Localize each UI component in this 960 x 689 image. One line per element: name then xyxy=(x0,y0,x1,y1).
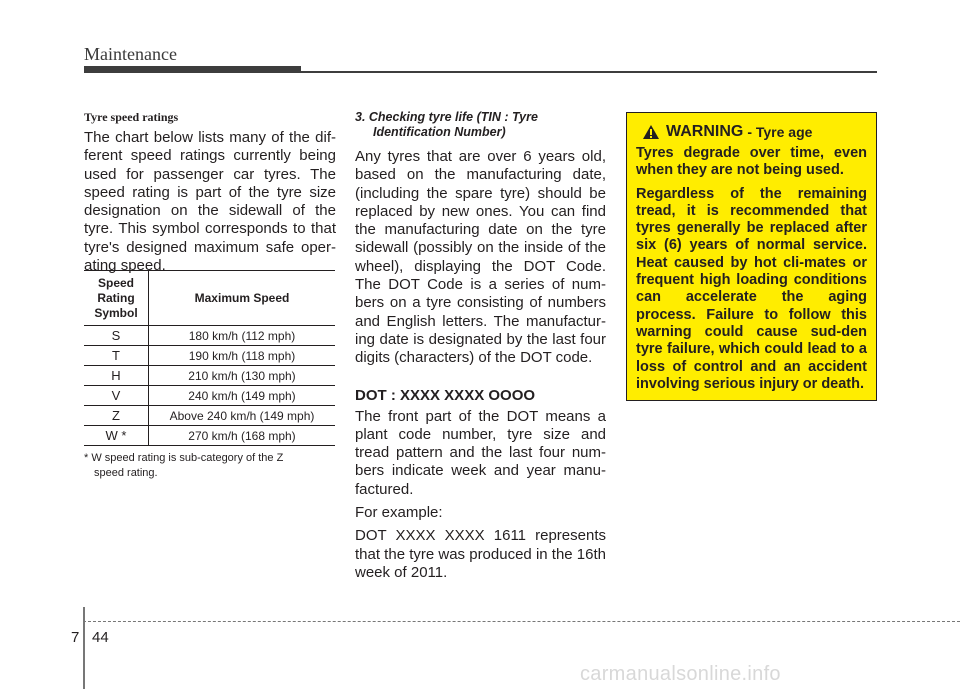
row-speed: 270 km/h (168 mph) xyxy=(149,426,336,446)
row-symbol: Z xyxy=(84,406,149,426)
row-speed: 240 km/h (149 mph) xyxy=(149,386,336,406)
warning-title xyxy=(642,123,867,141)
tin-paragraph-1: Any tyres that are over 6 years old, based on the manufacturing date, (including the spare tyre) should be replaced by new ones. You can find the manufacturing date on the tyre sidewall (possibly on the inside of the wheel), displaying the DOT Code. The DOT Code is a series of num-bers on a tyre consisting of numbers and English letters. The manufactur-ing date is designated by the last four digits (characters) of the DOT code. xyxy=(355,148,606,367)
dot-code-example: DOT : XXXX XXXX OOOO xyxy=(355,386,536,404)
warning-text-1: Tyres degrade over time, even when they are not being used. xyxy=(636,145,867,179)
watermark: carmanualsonline.info xyxy=(580,663,781,685)
footnote-line1: * W speed rating is sub-category of the Z xyxy=(84,452,284,464)
row-speed: 180 km/h (112 mph) xyxy=(149,326,336,346)
warning-triangle-icon xyxy=(642,124,660,140)
table-row xyxy=(84,326,335,346)
chapter-number: 7 xyxy=(71,629,80,646)
column-left xyxy=(84,110,336,275)
header-max-speed: Maximum Speed xyxy=(149,271,336,326)
header-rule-thin xyxy=(301,71,877,73)
subheading-speed-ratings: Tyre speed ratings xyxy=(84,110,179,124)
tin-heading-line1: 3. Checking tyre life (TIN : Tyre xyxy=(355,110,538,124)
row-symbol: W * xyxy=(84,426,149,446)
row-speed: Above 240 km/h (149 mph) xyxy=(149,406,336,426)
section-title: Maintenance xyxy=(84,44,177,64)
header-symbol: Speed Rating Symbol xyxy=(84,271,149,326)
table-row xyxy=(84,386,335,406)
row-symbol: T xyxy=(84,346,149,366)
tin-paragraph-3: For example: xyxy=(355,504,443,522)
column-middle xyxy=(355,110,606,582)
page-number: 44 xyxy=(92,629,109,646)
table-row xyxy=(84,346,335,366)
table-row xyxy=(84,426,335,446)
row-symbol: H xyxy=(84,366,149,386)
footer-divider-vertical xyxy=(83,607,85,689)
table-header-row xyxy=(84,271,335,326)
intro-paragraph: The chart below lists many of the dif-ferent speed ratings currently being used for passenger car tyres. The speed rating is part of the tyre size designation on the sidewall of the tyre. This symbol corresponds to that tyre's designed maximum safe oper-ating speed. xyxy=(84,129,336,275)
speed-rating-table xyxy=(84,270,335,446)
tin-heading xyxy=(355,110,606,140)
row-symbol: S xyxy=(84,326,149,346)
warning-label: WARNING xyxy=(666,123,744,140)
table-row xyxy=(84,366,335,386)
warning-text-2: Regardless of the remaining tread, it is recommended that tyres generally be replaced after six (6) years of normal service. Heat caused by hot cli-mates or frequent high loading conditions can accelerate the aging process. Failure to follow this warning could cause sud-den tyre failure, which could lead to a loss of control and an accident involving serious injury or death. xyxy=(636,185,867,392)
row-speed: 190 km/h (118 mph) xyxy=(149,346,336,366)
tin-paragraph-2: The front part of the DOT means a plant code number, tyre size and tread pattern and the last four num-bers indicate week and year manu-factured. xyxy=(355,407,606,498)
warning-box xyxy=(626,112,877,401)
tin-paragraph-4: DOT XXXX XXXX 1611 represents that the tyre was produced in the 16th week of 2011. xyxy=(355,527,606,581)
table-row xyxy=(84,406,335,426)
table-footnote xyxy=(84,451,335,481)
tin-heading-line2: Identification Number) xyxy=(373,125,506,139)
row-speed: 210 km/h (130 mph) xyxy=(149,366,336,386)
row-symbol: V xyxy=(84,386,149,406)
warning-subtitle: - Tyre age xyxy=(747,124,813,140)
footnote-line2: speed rating. xyxy=(94,467,158,479)
header-rule-thick xyxy=(84,66,301,73)
footer-divider-horizontal xyxy=(83,621,960,622)
